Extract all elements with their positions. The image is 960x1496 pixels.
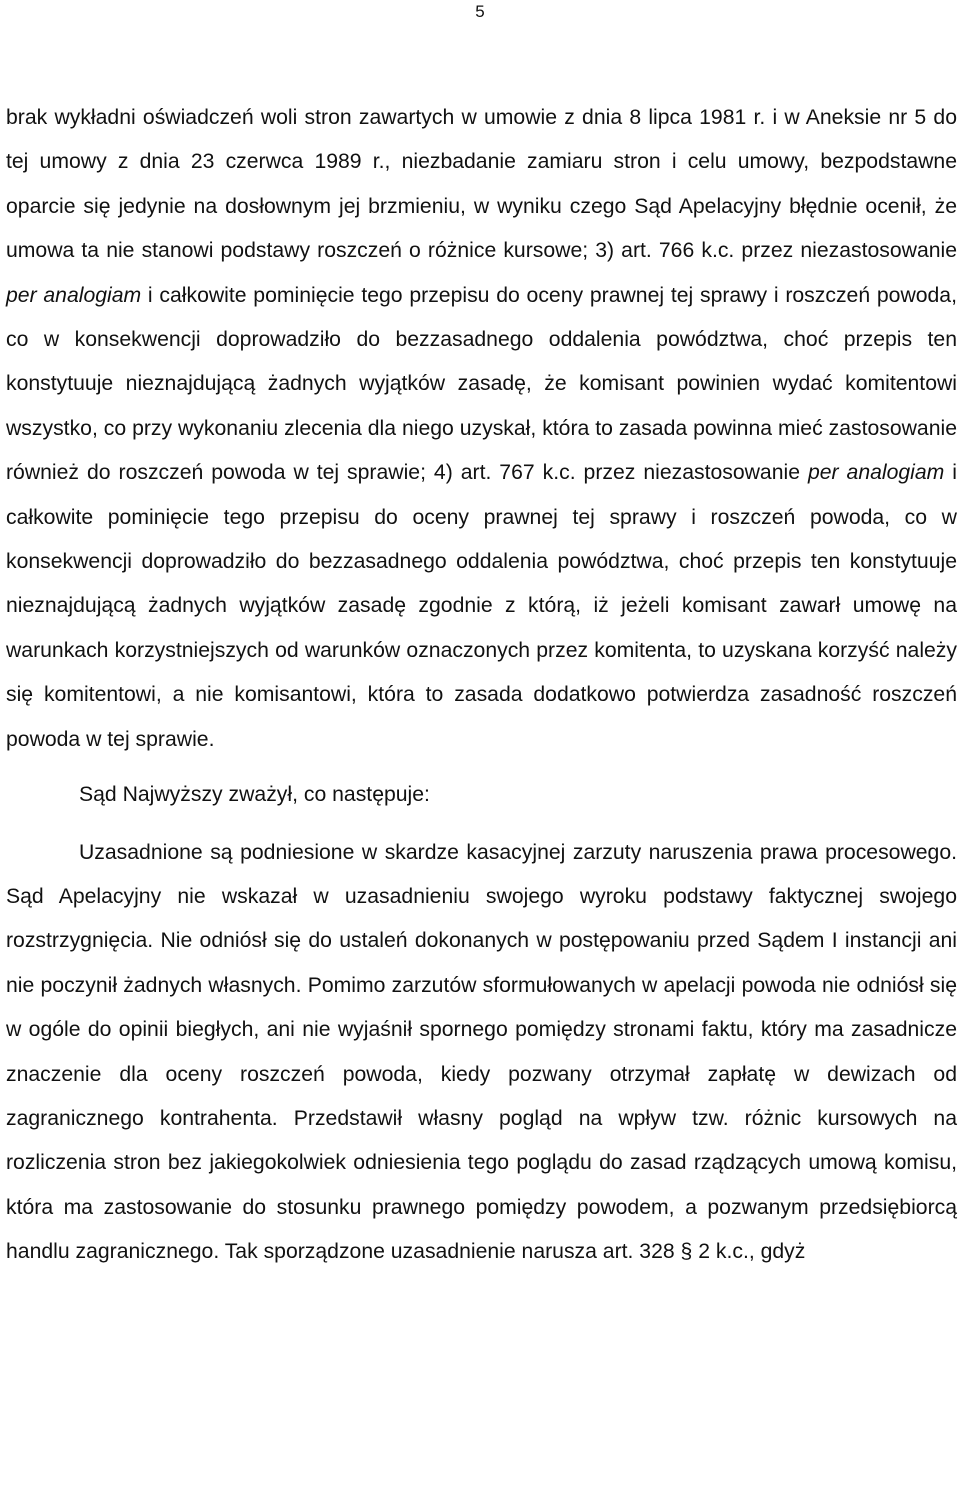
italic-term: per analogiam <box>807 461 945 485</box>
section-heading-court-considered: Sąd Najwyższy zważył, co następuje: <box>79 783 430 807</box>
page-number: 5 <box>475 2 485 21</box>
paragraph-cassation-charges <box>6 96 957 762</box>
paragraph-text: i całkowite pominięcie tego przepisu do oceny prawnej tej sprawy i roszczeń powoda, co w konsekwencji doprowadziło do bezzasadnego oddalenia powództwa, choć przepis ten konstytuuje nieznajdującą żadnych wyjątków zasadę, że komisant powinien wydać komitentowi wszystko, co przy wykonaniu zlecenia dla niego uzyskał, która to zasada powinna mieć zastosowanie również do roszczeń powoda w tej sprawie; 4) art. 767 k.c. przez niezastosowanie <box>6 283 957 485</box>
document-body <box>6 96 957 1275</box>
italic-term: per analogiam <box>6 283 142 307</box>
paragraph-reasoning: Uzasadnione są podniesione w skardze kasacyjnej zarzuty naruszenia prawa procesowego. Sąd Apelacyjny nie wskazał w uzasadnieniu swojego wyroku podstawy faktycznej swojego rozstrzygnięcia. Nie odniósł się do ustaleń dokonanych w postępowaniu przed Sądem I instancji ani nie poczynił żadnych własnych. Pomimo zarzutów sformułowanych w apelacji powoda nie odniósł się w ogóle do opinii biegłych, ani nie wyjaśnił spornego pomiędzy stronami faktu, który ma zasadnicze znaczenie dla oceny roszczeń powoda, kiedy pozwany otrzymał zapłatę w dewizach od zagranicznego kontrahenta. Przedstawił własny pogląd na wpływ tzw. różnic kursowych na rozliczenia stron bez jakiegokolwiek odniesienia tego poglądu do zasad rządzących umową komisu, która ma zastosowanie do stosunku prawnego pomiędzy powodem, a pozwanym przedsiębiorcą handlu zagranicznego. Tak sporządzone uzasadnienie narusza art. 328 § 2 k.c., gdyż <box>6 840 957 1264</box>
paragraph-text: brak wykładni oświadczeń woli stron zawartych w umowie z dnia 8 lipca 1981 r. i w Aneksie nr 5 do tej umowy z dnia 23 czerwca 1989 r., niezbadanie zamiaru stron i celu umowy, bezpodstawne oparcie się jedynie na dosłownym jej brzmieniu, w wyniku czego Sąd Apelacyjny błędnie ocenił, że umowa ta nie stanowi podstawy roszczeń o różnice kursowe; 3) art. 766 k.c. przez niezastosowanie <box>6 106 957 263</box>
paragraph-text: i całkowite pominięcie tego przepisu do oceny prawnej tej sprawy i roszczeń powoda, co w konsekwencji doprowadziło do bezzasadnego oddalenia powództwa, choć przepis ten konstytuuje nieznajdującą żadnych wyjątków zasadę zgodnie z którą, iż jeżeli komisant zawarł umowę na warunkach korzystniejszych od warunków oznaczonych przez komitenta, to uzyskana korzyść należy się komitentowi, a nie komisantowi, która to zasada dodatkowo potwierdza zasadność roszczeń powoda w tej sprawie. <box>6 461 957 751</box>
